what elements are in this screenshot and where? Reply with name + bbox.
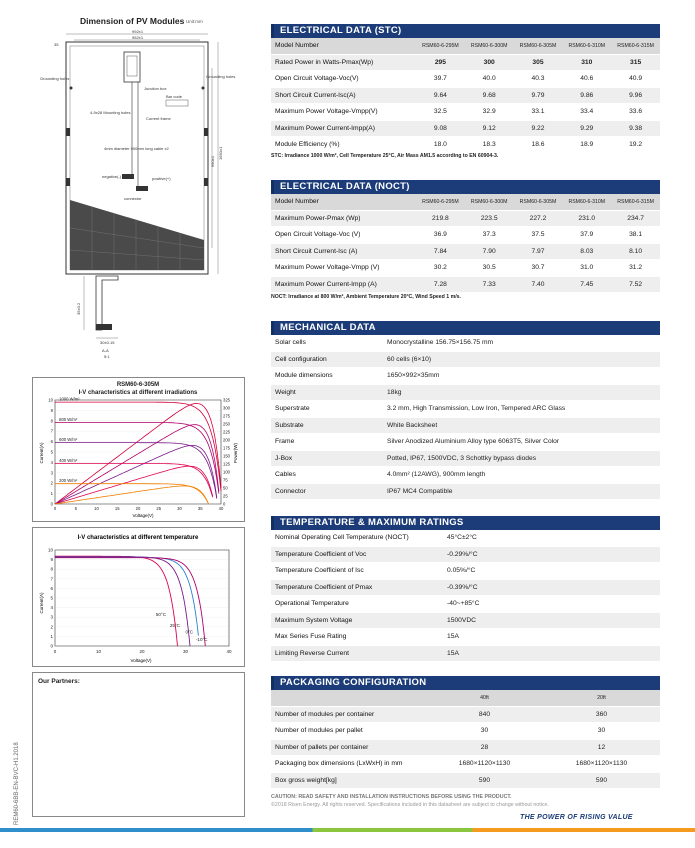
stc-section	[271, 24, 660, 154]
chart1-xtick: 5	[74, 506, 77, 511]
table-header-cell: RSM60-6-315M	[611, 38, 660, 54]
row-value: 9.12	[465, 120, 514, 137]
table-row	[271, 276, 660, 293]
chart1-xtick: 40	[218, 506, 224, 511]
row-value: -40~+85°C	[441, 596, 660, 613]
table-header-cell: RSM60-6-310M	[562, 38, 611, 54]
row-value: 37.5	[514, 227, 563, 244]
chart1-ytick: 1	[50, 491, 53, 497]
chart1-xtick: 10	[94, 506, 99, 511]
row-value: 30	[426, 723, 543, 740]
row-label: Open Circuit Voltage-Voc(V)	[271, 71, 416, 88]
table-row	[271, 629, 660, 646]
table-row	[271, 706, 660, 723]
chart1-ptick: 200	[223, 437, 230, 443]
chart1-xtick: 0	[53, 506, 57, 511]
chart2-xlabel: Voltage(V)	[130, 658, 152, 663]
row-value: 18.0	[416, 137, 465, 154]
row-value: 7.40	[514, 276, 563, 293]
label-negative: negative(-)	[102, 174, 122, 179]
row-value: 9.96	[611, 87, 660, 104]
dimension-unit: Unit:mm	[186, 19, 203, 24]
chart1-xtick: 15	[114, 506, 120, 511]
mechanical-table	[271, 335, 660, 500]
chart1-ytick: 0	[50, 501, 53, 507]
chart1-ptick: 250	[223, 421, 230, 427]
partners-box	[32, 672, 245, 817]
table-row	[271, 723, 660, 740]
label-connector: connector	[124, 196, 142, 201]
chart1-xtick: 35	[197, 506, 203, 511]
row-value: 33.6	[611, 104, 660, 121]
stc-table	[271, 38, 660, 154]
row-value: 18.3	[465, 137, 514, 154]
noct-note: NOCT: Irradiance at 800 W/m², Ambient Temperature 20°C, Wind Speed 1 m/s.	[271, 294, 461, 300]
table-row	[271, 483, 660, 500]
table-row	[271, 104, 660, 121]
table-row	[271, 351, 660, 368]
stc-note: STC: Irradiance 1000 W/m², Cell Temperature 25°C, Air Mass AM1.5 according to EN 60904-3.	[271, 153, 499, 159]
row-value: 9.68	[465, 87, 514, 104]
chart2-ytick: 7	[50, 576, 53, 582]
row-label: J-Box	[271, 450, 381, 467]
table-header-cell: RSM60-6-315M	[611, 194, 660, 210]
iv-temperature-svg	[33, 528, 244, 666]
table-row	[271, 54, 660, 71]
row-label: Weight	[271, 384, 381, 401]
chart1-curve-label: 800 W/m²	[59, 416, 78, 422]
table-row	[271, 71, 660, 88]
chart1-curve-label: 400 W/m²	[59, 457, 78, 463]
row-value: 9.86	[562, 87, 611, 104]
row-value: -0.39%/°C	[441, 579, 660, 596]
chart2-xtick: 40	[226, 649, 232, 654]
chart1-curve-label: 600 W/m²	[59, 437, 78, 443]
table-row	[271, 368, 660, 385]
table-header-row	[271, 38, 660, 54]
iv-irradiation-chart	[32, 377, 245, 522]
row-value: 7.45	[562, 276, 611, 293]
table-row	[271, 530, 660, 546]
footer-caution: CAUTION: READ SAFETY AND INSTALLATION INSTRUCTIONS BEFORE USING THE PRODUCT.	[271, 794, 512, 800]
table-row	[271, 87, 660, 104]
temperature-title: TEMPERATURE & MAXIMUM RATINGS	[271, 516, 660, 530]
chart1-ptick: 0	[223, 501, 226, 507]
chart1-xlabel: Voltage(V)	[132, 513, 154, 518]
row-value: 12	[543, 739, 660, 756]
table-header-cell: RSM60-6-295M	[416, 194, 465, 210]
row-value: 38.1	[611, 227, 660, 244]
row-value: 40.3	[514, 71, 563, 88]
row-label: Maximum Power Current-Impp (A)	[271, 276, 416, 293]
row-value: 40.9	[611, 71, 660, 88]
table-header-cell: RSM60-6-295M	[416, 38, 465, 54]
row-value: White Backsheet	[381, 417, 660, 434]
iv-irradiation-svg	[33, 378, 244, 521]
row-value: 60 cells (6×10)	[381, 351, 660, 368]
row-value: 40.6	[562, 71, 611, 88]
table-row	[271, 772, 660, 789]
chart2-ytick: 3	[50, 614, 53, 620]
row-value: 7.52	[611, 276, 660, 293]
row-label: Number of modules per container	[271, 706, 426, 723]
row-label: Cell configuration	[271, 351, 381, 368]
row-label: Superstrate	[271, 401, 381, 418]
row-value: 33.4	[562, 104, 611, 121]
row-label: Connector	[271, 483, 381, 500]
row-label: Maximum Power Current-Impp(A)	[271, 120, 416, 137]
chart2-ylabel: Current(A)	[39, 592, 44, 614]
row-label: Number of pallets per container	[271, 739, 426, 756]
chart1-ytick: 2	[50, 480, 53, 486]
row-label: Short Circuit Current-Isc(A)	[271, 87, 416, 104]
chart1-title: RSM60-6-305M	[116, 382, 160, 388]
table-row	[271, 434, 660, 451]
row-label: Temperature Coefficient of Isc	[271, 563, 441, 580]
label-bar-code: Bar code	[166, 94, 183, 99]
row-label: Rated Power in Watts-Pmax(Wp)	[271, 54, 416, 71]
chart1-ptick: 225	[223, 429, 230, 435]
footer-slogan: THE POWER OF RISING VALUE	[520, 814, 633, 821]
chart2-ytick: 4	[50, 605, 53, 611]
row-value: 39.7	[416, 71, 465, 88]
row-value: 7.33	[465, 276, 514, 293]
row-value: 0.05%/°C	[441, 563, 660, 580]
dimension-title: Dimension of PV Modules	[80, 16, 185, 26]
chart1-ptick: 325	[223, 397, 230, 403]
chart1-ytick: 5	[50, 449, 53, 455]
row-value: 32.5	[416, 104, 465, 121]
noct-title: ELECTRICAL DATA (NOCT)	[271, 180, 660, 194]
row-value: 9.64	[416, 87, 465, 104]
table-row	[271, 450, 660, 467]
table-header-cell: Model Number	[271, 38, 416, 54]
row-value: 234.7	[611, 210, 660, 227]
row-value: 15A	[441, 645, 660, 662]
packaging-section	[271, 676, 660, 789]
row-value: IP67 MC4 Compatible	[381, 483, 660, 500]
row-value: 227.2	[514, 210, 563, 227]
chart2-ytick: 0	[50, 643, 53, 649]
table-header-cell: Model Number	[271, 194, 416, 210]
table-header-cell: 20ft	[543, 690, 660, 706]
label-junction-box: Junction box	[144, 86, 167, 91]
row-value: 18.6	[514, 137, 563, 154]
row-value: 30.7	[514, 260, 563, 277]
table-row	[271, 120, 660, 137]
chart1-ptick: 125	[223, 461, 230, 467]
table-header-cell: RSM60-6-305M	[514, 194, 563, 210]
table-header-cell: 40ft	[426, 690, 543, 706]
row-value: 9.08	[416, 120, 465, 137]
row-value: 36.9	[416, 227, 465, 244]
table-header-cell: RSM60-6-300M	[465, 38, 514, 54]
row-label: Box gross weight[kg]	[271, 772, 426, 789]
row-value: -0.29%/°C	[441, 546, 660, 563]
label-current-frame: Current frame	[146, 116, 171, 121]
row-value: 33.1	[514, 104, 563, 121]
table-row	[271, 467, 660, 484]
table-row	[271, 227, 660, 244]
chart2-xtick: 10	[95, 649, 102, 654]
chart2-ytick: 1	[50, 633, 53, 639]
row-value: 315	[611, 54, 660, 71]
row-label: Temperature Coefficient of Voc	[271, 546, 441, 563]
side-document-code	[14, 705, 26, 825]
row-value: 19.2	[611, 137, 660, 154]
label-grounding-right: Grounding holes	[206, 74, 236, 79]
row-value: 9.38	[611, 120, 660, 137]
row-value: 7.28	[416, 276, 465, 293]
chart2-xtick: 30	[182, 649, 189, 654]
noct-section	[271, 180, 660, 293]
noct-table	[271, 194, 660, 293]
dim-side1: 1650±1	[218, 146, 223, 160]
table-header-row	[271, 690, 660, 706]
chart1-ytick: 10	[48, 397, 53, 403]
row-value: 30.2	[416, 260, 465, 277]
table-row	[271, 260, 660, 277]
chart1-ptick: 150	[223, 453, 230, 459]
row-value: 1680×1120×1130	[543, 756, 660, 773]
chart2-ytick: 5	[50, 595, 53, 601]
chart2-ytick: 2	[50, 624, 53, 630]
chart1-ytick: 3	[50, 470, 53, 476]
table-row	[271, 417, 660, 434]
row-value: 590	[543, 772, 660, 789]
row-value: 9.79	[514, 87, 563, 104]
row-value: 305	[514, 54, 563, 71]
row-label: Maximum System Voltage	[271, 612, 441, 629]
chart1-ptick: 275	[223, 413, 230, 419]
chart1-ptick: 50	[223, 485, 228, 491]
table-row	[271, 243, 660, 260]
row-value: 31.0	[562, 260, 611, 277]
scale-label: 5:1	[104, 354, 110, 358]
chart2-temp-label: 25°C	[169, 622, 180, 628]
dim-35b: 35±0.2	[76, 302, 81, 315]
module-dimension-drawing	[14, 28, 244, 358]
row-label: Solar cells	[271, 335, 381, 351]
chart2-temp-label: 0°C	[185, 629, 194, 635]
packaging-table	[271, 690, 660, 789]
chart1-ytick: 7	[50, 428, 53, 434]
table-row	[271, 579, 660, 596]
row-value: 1500VDC	[441, 612, 660, 629]
chart2-ytick: 8	[50, 566, 53, 572]
chart2-temp-label: 50°C	[155, 612, 166, 618]
row-label: Nominal Operating Cell Temperature (NOCT)	[271, 530, 441, 546]
row-label: Maximum Power Voltage-Vmpp(V)	[271, 104, 416, 121]
row-value: 31.2	[611, 260, 660, 277]
row-value: 1680×1120×1130	[426, 756, 543, 773]
table-header-cell: RSM60-6-310M	[562, 194, 611, 210]
row-value: 8.10	[611, 243, 660, 260]
row-value: 590	[426, 772, 543, 789]
row-label: Maximum Power-Pmax (Wp)	[271, 210, 416, 227]
row-label: Max Series Fuse Rating	[271, 629, 441, 646]
table-row	[271, 401, 660, 418]
row-label: Packaging box dimensions (LxWxH) in mm	[271, 756, 426, 773]
row-value: 30.5	[465, 260, 514, 277]
footer-copyright: ©2018 Risen Energy. All rights reserved. Specifications included in this datasheet are subject to change without notice.	[271, 802, 549, 808]
dim-top1: 992±1	[132, 29, 144, 34]
stc-title: ELECTRICAL DATA (STC)	[271, 24, 660, 38]
row-value: 9.29	[562, 120, 611, 137]
temperature-section	[271, 516, 660, 662]
chart1-ytick: 6	[50, 439, 53, 445]
row-value: 40.0	[465, 71, 514, 88]
row-value: Monocrystalline 156.75×156.75 mm	[381, 335, 660, 351]
chart2-xtick: 0	[53, 649, 57, 654]
mechanical-title: MECHANICAL DATA	[271, 321, 660, 335]
row-label: Module dimensions	[271, 368, 381, 385]
mechanical-section	[271, 321, 660, 500]
row-value: 4.0mm² (12AWG), 900mm length	[381, 467, 660, 484]
row-label: Open Circuit Voltage-Voc (V)	[271, 227, 416, 244]
row-value: 1650×992×35mm	[381, 368, 660, 385]
brand-color-stripe	[0, 828, 695, 832]
table-header-cell: RSM60-6-305M	[514, 38, 563, 54]
chart2-ytick: 10	[47, 547, 53, 553]
row-value: Potted, IP67, 1500VDC, 3 Schottky bypass diodes	[381, 450, 660, 467]
row-value: Silver Anodized Aluminium Alloy type 6063T5, Silver Color	[381, 434, 660, 451]
chart1-ytick: 8	[50, 418, 53, 424]
table-header-cell: RSM60-6-300M	[465, 194, 514, 210]
row-label: Temperature Coefficient of Pmax	[271, 579, 441, 596]
chart2-xtick: 20	[139, 649, 145, 654]
row-value: 219.8	[416, 210, 465, 227]
label-positive: positive(+)	[152, 176, 171, 181]
row-value: 28	[426, 739, 543, 756]
row-value: 8.03	[562, 243, 611, 260]
chart1-ptick: 75	[223, 477, 228, 483]
chart1-ptick: 100	[223, 469, 230, 475]
chart2-ytick: 6	[50, 585, 53, 591]
label-mounting-holes: 4-9x28 Mounting holes	[90, 110, 131, 115]
row-value: 7.90	[465, 243, 514, 260]
table-row	[271, 596, 660, 613]
table-row	[271, 210, 660, 227]
row-value: 9.22	[514, 120, 563, 137]
chart1-ylabel-right: Power(W)	[233, 443, 238, 463]
chart1-ptick: 300	[223, 405, 230, 411]
chart2-temp-label: -10°C	[195, 637, 208, 643]
section-label: A-A	[102, 348, 109, 353]
partners-label: Our Partners:	[38, 678, 80, 685]
row-label: Number of modules per pallet	[271, 723, 426, 740]
row-value: 295	[416, 54, 465, 71]
chart1-curve-label: 200 W/m²	[59, 478, 78, 484]
row-label: Short Circuit Current-Isc (A)	[271, 243, 416, 260]
table-row	[271, 137, 660, 154]
row-value: 3.2 mm, High Transmission, Low Iron, Tempered ARC Glass	[381, 401, 660, 418]
row-value: 30	[543, 723, 660, 740]
table-row	[271, 335, 660, 351]
dim-side2: 990±1	[210, 155, 215, 167]
row-value: 15A	[441, 629, 660, 646]
row-value: 32.9	[465, 104, 514, 121]
temperature-table	[271, 530, 660, 662]
dim-35: 35	[54, 42, 59, 47]
table-row	[271, 612, 660, 629]
row-label: Frame	[271, 434, 381, 451]
table-header-cell	[271, 690, 426, 706]
chart1-ptick: 25	[223, 493, 228, 499]
table-header-row	[271, 194, 660, 210]
chart1-ptick: 175	[223, 445, 230, 451]
table-row	[271, 739, 660, 756]
row-label: Cables	[271, 467, 381, 484]
row-value: 360	[543, 706, 660, 723]
packaging-title: PACKAGING CONFIGURATION	[271, 676, 660, 690]
row-value: 223.5	[465, 210, 514, 227]
label-cable: 4mm diameter 900mm long cable x2	[104, 146, 169, 151]
chart1-ytick: 4	[50, 459, 53, 465]
side-code-text: REM60-6BB-EN-BVC-H1.2018	[14, 742, 20, 825]
chart2-ytick: 9	[50, 557, 53, 563]
row-value: 231.0	[562, 210, 611, 227]
row-value: 310	[562, 54, 611, 71]
chart1-curve-label: 1000 W/m²	[59, 396, 80, 402]
table-row	[271, 756, 660, 773]
chart1-ylabel-left: Current(A)	[39, 442, 44, 464]
row-value: 18kg	[381, 384, 660, 401]
row-label: Operational Temperature	[271, 596, 441, 613]
chart1-ytick: 9	[50, 407, 53, 413]
iv-temperature-chart	[32, 527, 245, 667]
dim-30: 30±0.15	[100, 340, 115, 345]
table-row	[271, 546, 660, 563]
row-value: 37.9	[562, 227, 611, 244]
row-value: 300	[465, 54, 514, 71]
table-row	[271, 645, 660, 662]
chart1-subtitle: I-V characteristics at different irradiations	[78, 390, 198, 396]
chart1-xtick: 20	[135, 506, 141, 511]
row-value: 7.84	[416, 243, 465, 260]
dim-top2: 952±1	[132, 35, 144, 40]
chart2-title: I-V characteristics at different temperature	[77, 535, 199, 541]
row-value: 37.3	[465, 227, 514, 244]
row-label: Limiting Reverse Current	[271, 645, 441, 662]
row-value: 7.97	[514, 243, 563, 260]
table-row	[271, 384, 660, 401]
label-grounding-left: Grounding holes	[40, 76, 70, 81]
chart1-xtick: 25	[156, 506, 162, 511]
table-row	[271, 563, 660, 580]
row-label: Maximum Power Voltage-Vmpp (V)	[271, 260, 416, 277]
row-label: Substrate	[271, 417, 381, 434]
row-value: 840	[426, 706, 543, 723]
chart1-xtick: 30	[177, 506, 182, 511]
row-label: Module Efficiency (%)	[271, 137, 416, 154]
row-value: 45°C±2°C	[441, 530, 660, 546]
row-value: 18.9	[562, 137, 611, 154]
